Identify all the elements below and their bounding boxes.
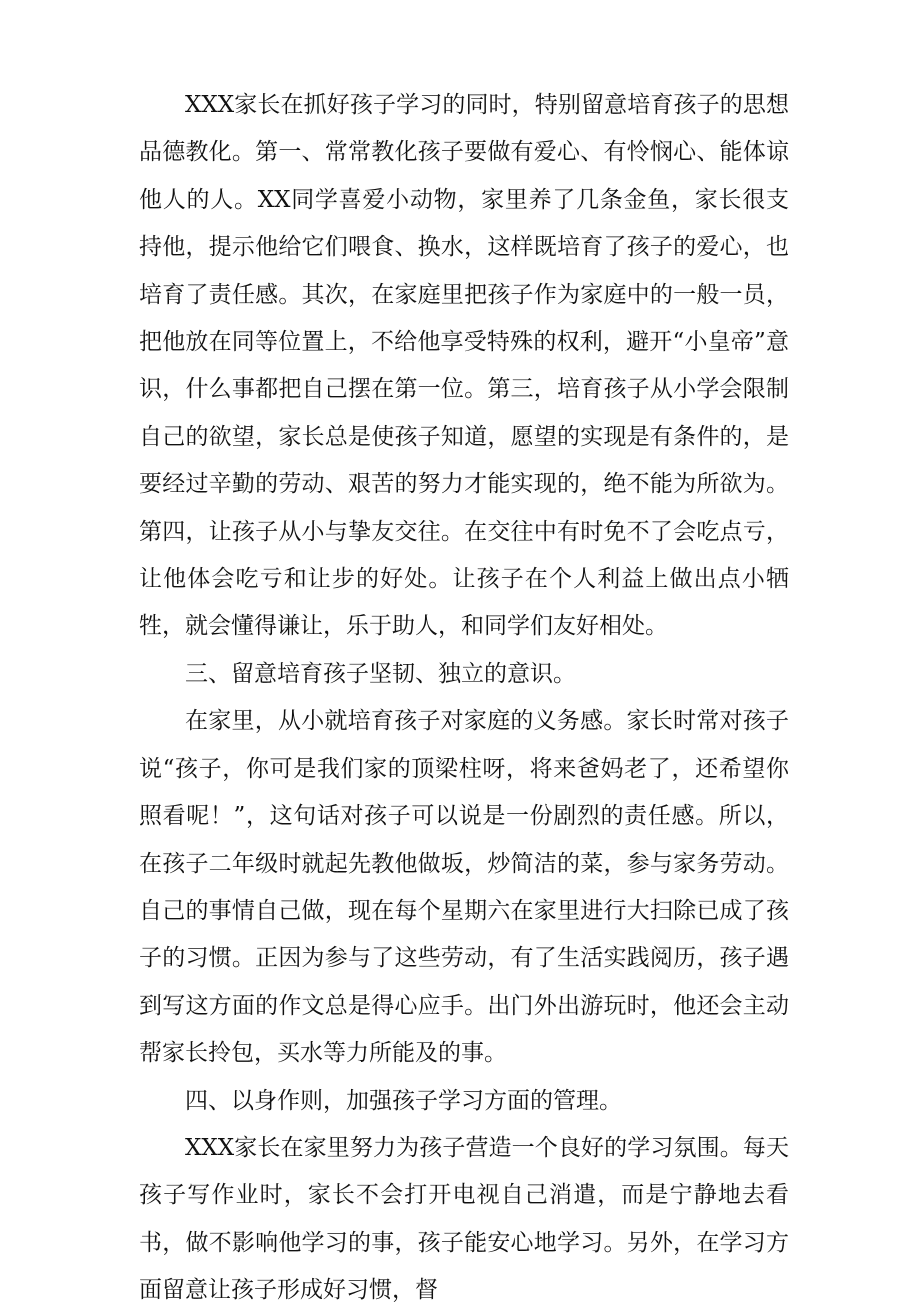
document-body [139, 82, 789, 1315]
paragraph-moral-education: XXX家长在抓好孩子学习的同时，特别留意培育孩子的思想品德教化。第一、常常教化孩子要做有爱心、有怜悯心、能体谅他人的人。XX同学喜爱小动物，家里养了几条金鱼，家长很支持他，提示他给它们喂食、换水，这样既培育了孩子的爱心，也培育了责任感。其次，在家庭里把孩子作为家庭中的一般一员，把他放在同等位置上，不给他享受特殊的权利，避开“小皇帝”意识，什么事都把自己摆在第一位。第三，培育孩子从小学会限制自己的欲望，家长总是使孩子知道，愿望的实现是有条件的，是要经过辛勤的劳动、艰苦的努力才能实现的，绝不能为所欲为。第四，让孩子从小与挚友交往。在交往中有时免不了会吃点亏，让他体会吃亏和让步的好处。让孩子在个人利益上做出点小牺牲，就会懂得谦让，乐于助人，和同学们友好相处。 [139, 92, 789, 640]
section-heading-four: 四、以身作则，加强孩子学习方面的管理。 [185, 1087, 622, 1114]
paragraph-study-management: XXX家长在家里努力为孩子营造一个良好的学习氛围。每天孩子写作业时，家长不会打开电视自己消遣，而是宁静地去看书，做不影响他学习的事，孩子能安心地学习。另外，在学习方面留意让孩子形成好习惯，督 [139, 1134, 789, 1304]
paragraph-independence: 在家里，从小就培育孩子对家庭的义务感。家长时常对孩子说“孩子，你可是我们家的顶梁柱呀，将来爸妈老了，还希望你照看呢！”，这句话对孩子可以说是一份剧烈的责任感。所以，在孩子二年级时就起先教他做坂，炒简洁的菜，参与家务劳动。自己的事情自己做，现在每个星期六在家里进行大扫除已成了孩子的习惯。正因为参与了这些劳动，有了生活实践阅历，孩子遇到写这方面的作文总是得心应手。出门外出游玩时，他还会主动帮家长拎包，买水等力所能及的事。 [139, 708, 789, 1067]
section-heading-three: 三、留意培育孩子坚韧、独立的意识。 [185, 660, 576, 687]
